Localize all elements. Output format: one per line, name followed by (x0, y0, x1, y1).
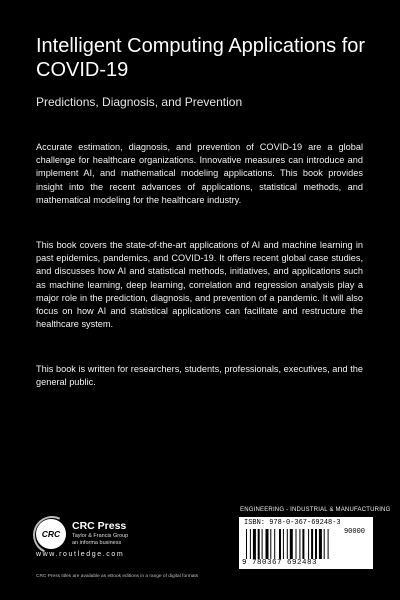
publisher-tagline-group: Taylor & Francis Group (72, 533, 129, 539)
ebook-footnote: CRC Press titles are available as eBook editions in a range of digital formats (36, 574, 199, 579)
description-paragraph-1: Accurate estimation, diagnosis, and prevention of COVID-19 are a global challenge for healthcare organizations. Innovative measures can introduce and implement AI, and mathematical modeling applications. This book provides insight into the recent advances of applications, statistical methods, and mathematical modeling for the healthcare industry. (36, 142, 363, 205)
isbn-number: ISBN: 978-0-367-69248-3 (244, 519, 341, 527)
publisher-website: www.routledge.com (36, 551, 125, 558)
subject-category: ENGINEERING - INDUSTRIAL & MANUFACTURING (240, 507, 391, 513)
barcode-digits: 9 780367 692483 (242, 559, 318, 567)
publisher-tagline-informa: an informa business (72, 540, 122, 546)
publisher-name: CRC Press (72, 520, 127, 532)
book-subtitle: Predictions, Diagnosis, and Prevention (36, 95, 243, 109)
description-paragraph-3: This book is written for researchers, students, professionals, executives, and the general public. (36, 364, 363, 388)
price-code: 90000 (343, 528, 365, 536)
crc-logo-icon: CRC (36, 519, 66, 549)
description-paragraph-2: This book covers the state-of-the-art applications of AI and machine learning in past epidemics, pandemics, and COVID-19. It offers recent global case studies, and discusses how AI and statistical methods, initiatives, and applications such as machine learning, deep learning, correlation and regression analysis play a major role in the prediction, diagnosis, and prevention of a pandemic. It will also focus on how AI and statistical applications can facilitate and restructure the healthcare system. (36, 240, 363, 330)
barcode-bars-icon (244, 529, 368, 559)
book-title: Intelligent Computing Applications for COVID-19 (36, 35, 366, 81)
isbn-barcode (239, 517, 373, 569)
